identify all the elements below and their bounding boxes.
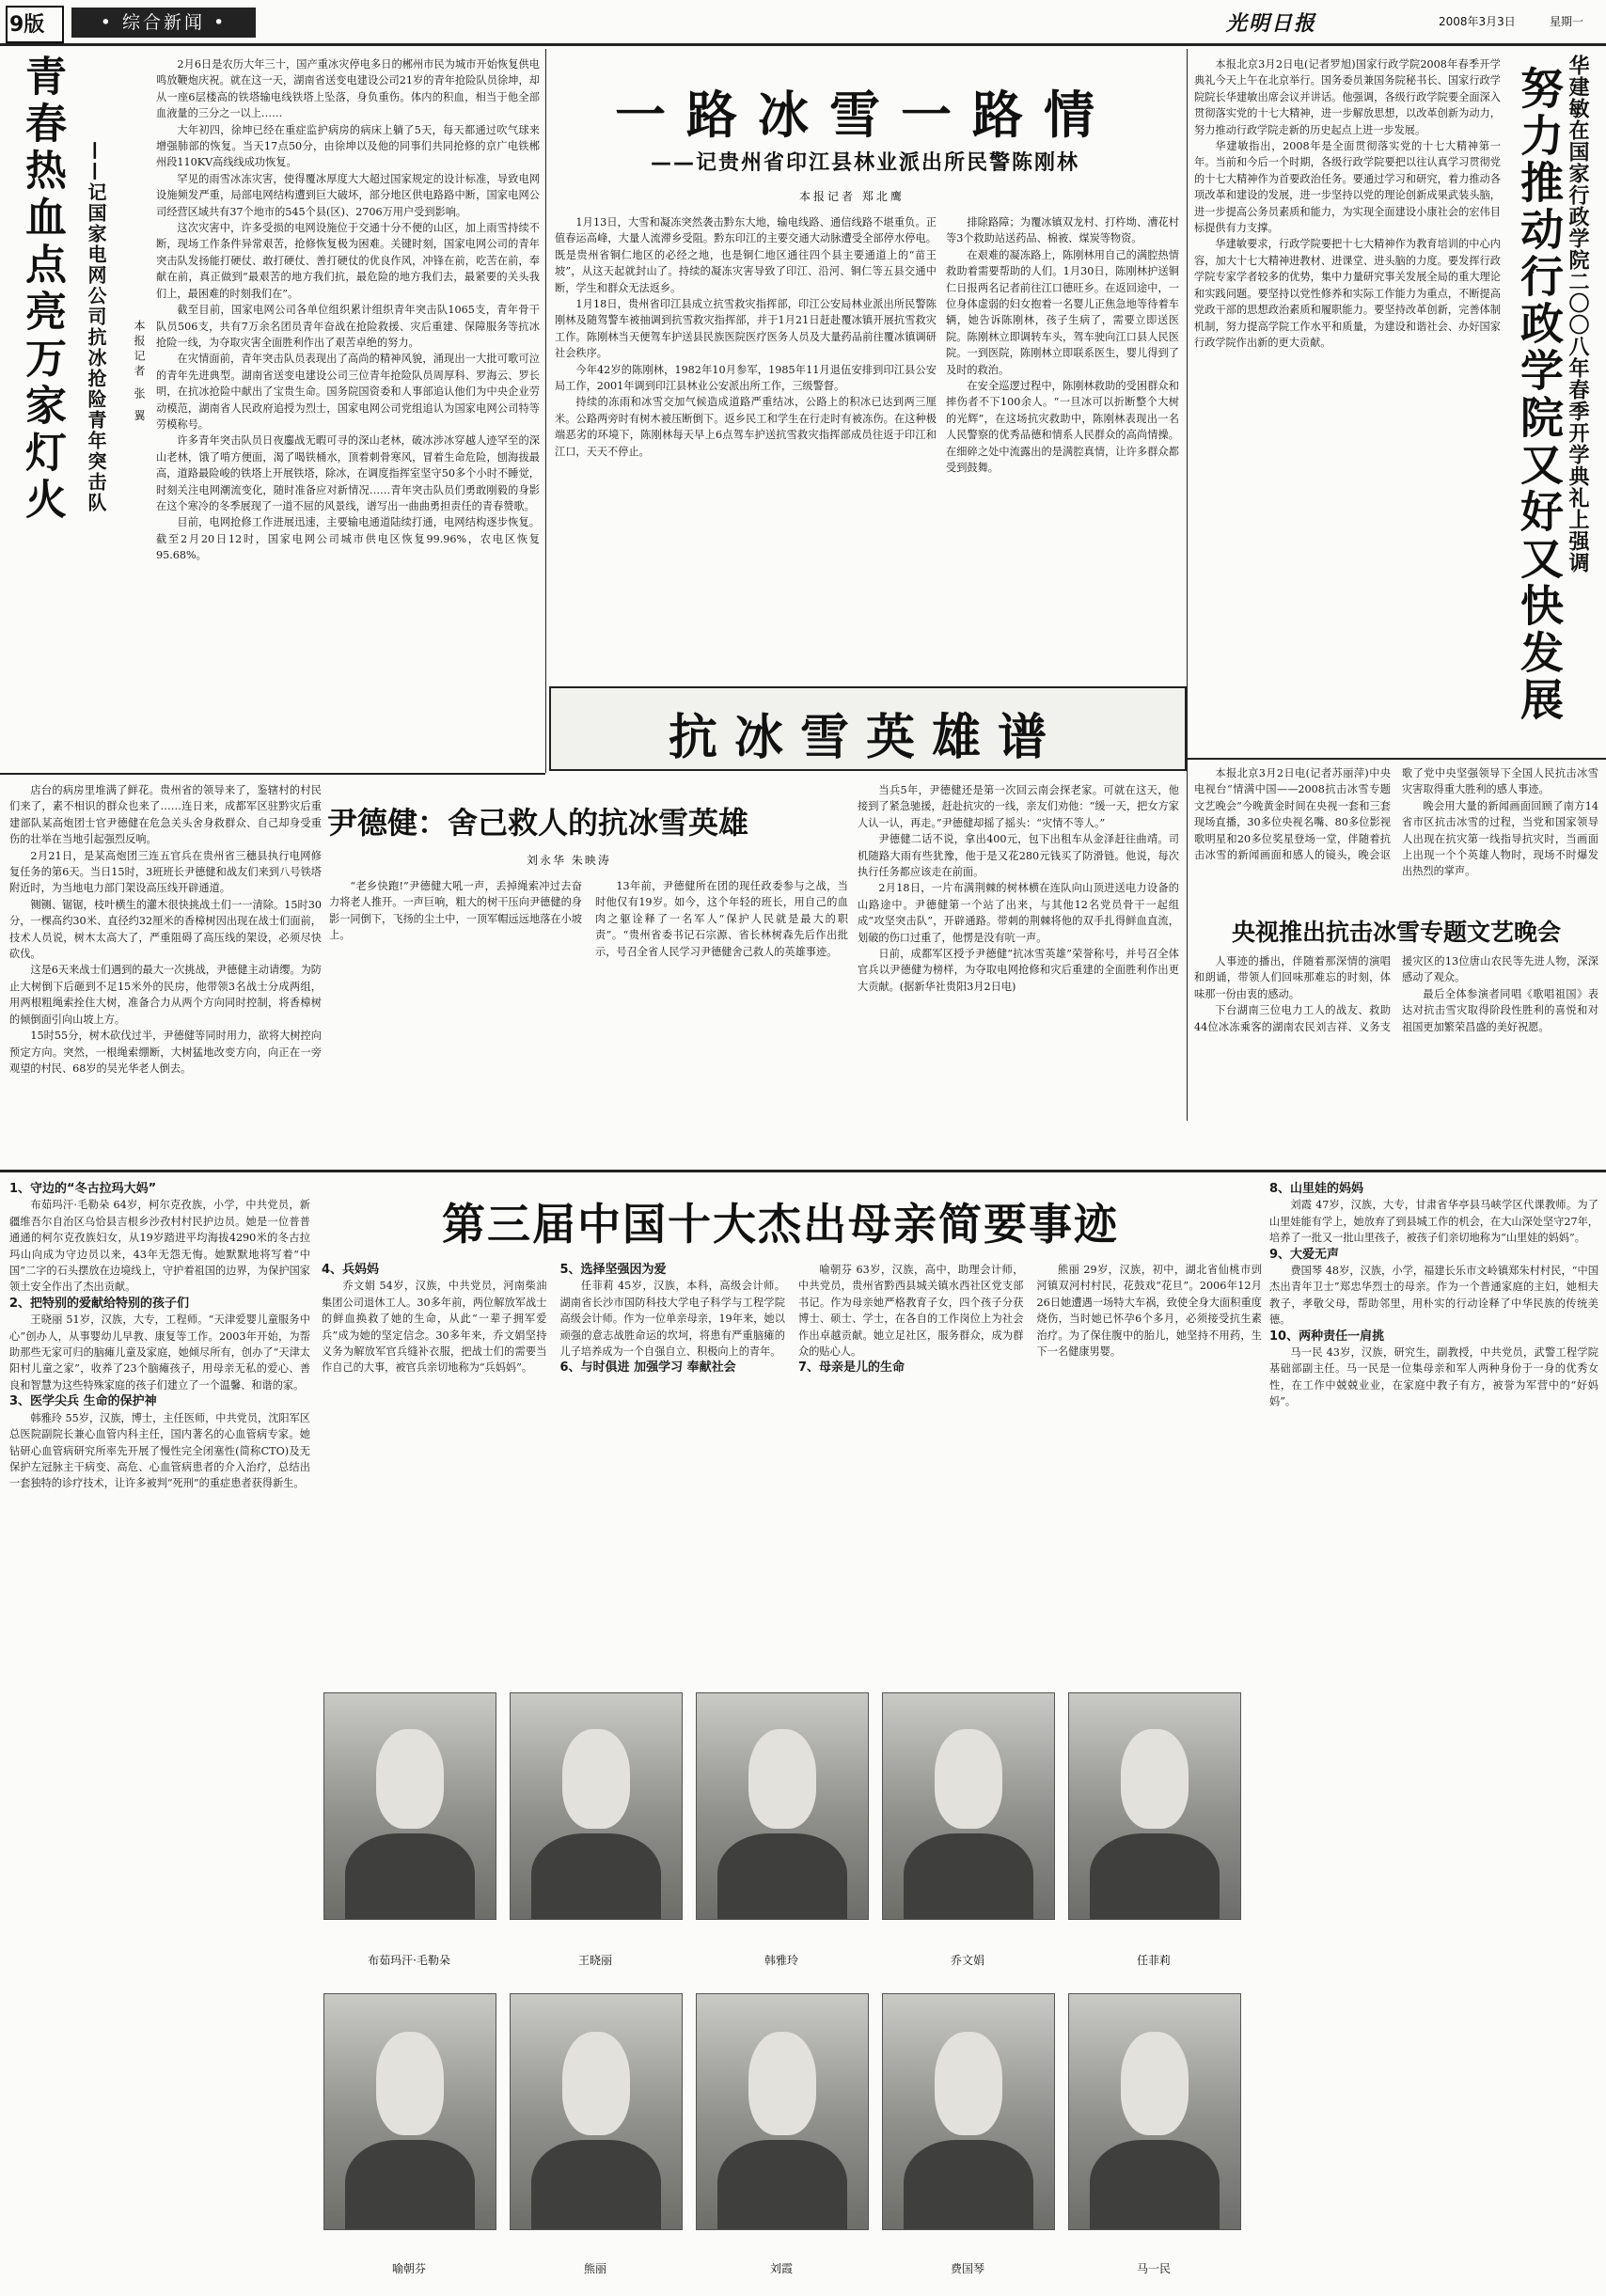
mothers-col-center [322, 1262, 1262, 1685]
portrait-photo [510, 1993, 683, 2230]
hero-story-paragraph: 店台的病房里堆满了鲜花。贵州省的领导来了，鉴辖村的村民们来了，素不相识的群众也来了……连日来，成都军区驻黔灾后重建部队某高炮团士官尹德健在危急关头舍身救群众、自己却身受重伤的壮举在当地引起强烈反响。 [9, 784, 322, 846]
hero-story-paragraph: 13年前，尹德健所在团的现任政委参与之战，当时他仅有19岁。如今，这个年轻的班长，用自己的血肉之躯诠释了一名军人“保护人民就是最大的职责”。“贵州省委书记石宗源、省长林树森先后作出批示，号召全省人民学习尹德健舍己救人的英雄事迹。 [595, 880, 848, 958]
hero-story-paragraph: 当兵5年，尹德健还是第一次回云南会探老家。可就在这天，他接到了紧急驰援，赶赴抗灾的一线，亲友们劝他：“缓一天，把女方家人认一认，再走。”尹德健却摇了摇头：“灾情不等人。” [858, 784, 1179, 829]
mother-text: 布茹玛汗·毛勒朵 64岁，柯尔克孜族，小学，中共党员，新疆维吾尔自治区乌恰县吉根乡沙孜村村民护边员。她是一位普普通通的柯尔克孜族妇女，从19岁踏进平均海拔4290米的冬古拉玛山向成为守边员以来，43年无怨无悔。她默默地将写着“中国”二字的石头摆放在边境线上，守护着祖国的边界，为保护国家领土安全作出了杰出贡献。 [9, 1199, 310, 1294]
portrait-photo [696, 1692, 869, 1920]
left-story-paragraph: 这次灾害中，许多受损的电网设施位于交通十分不便的山区，加上雨雪持续不断，现场工作条件异常艰苦，抢修恢复极为困难。关键时刻，国家电网公司的青年突击队发扬能打硬仗、敢打硬仗、善打硬仗的优良作风，冲锋在前，吃苦在前，奉献在前，真正做到“最艰苦的地方我们抗，最危险的地方我们去，最紧要的关头我们上，最困难的时刻我们在”。 [156, 222, 540, 300]
hero-story-paragraph: 15时55分，树木砍伐过半，尹德健等同时用力，欲将大树控向预定方向。突然，一根绳索绷断，大树猛地改变方向，向正在一旁观望的村民、68岁的吴光华老人倒去。 [9, 1030, 322, 1075]
left-story-paragraph: 许多青年突击队员日夜鏖战无暇可寻的深山老林，破冰涉冰穿越人迹罕至的深山老林，饿了啃方便面，渴了喝铁桶水，顶着刺骨寒风，冒着生命危险，刨海拔最高，道路最险峻的铁塔上开展铁塔，除冰，在调度指挥室坚守50多个小时不睡觉，时刻关注电网潮流变化，随时准备应对新情况……青年突击队员们勇敢刚毅的身影在这个寒冷的冬季展现了一道不屈的风景线，谱写出一曲曲勇担责任的青春赞歌。 [156, 434, 540, 512]
center-story-paragraph: 1月18日，贵州省印江县成立抗雪救灾指挥部，印江公安局林业派出所民警陈刚林及随驾警车被抽调到抗雪救灾指挥部，并于1月21日赶赴覆冰镇开展抗雪救灾工作。陈刚林当天便驾车护送县民族医院医疗医务人员及大量药品前往覆冰镇调研社会秩序。 [555, 298, 937, 360]
center-story-paragraph: 今年42岁的陈刚林，1982年10月参军，1985年11月退伍安排到印江县公安局工作，2001年调到印江县林业公安派出所工作，三级警督。 [555, 363, 937, 393]
hero-story-paragraph: 2月18日，一片布满荆棘的树林横在连队向山顶进送电力设备的山路途中。尹德健第一个站了出来，与其他12名党员骨干一起组成“攻坚突击队”，开辟通路。带刺的荆棘将他的双手扎得鲜血直流，划破的伤口过重了，他愣是没有吭一声。 [858, 882, 1179, 944]
paper-logo: 光明日报 [1226, 11, 1317, 36]
left-story-paragraph: 罕见的雨雪冰冻灾害，使得覆冰厚度大大超过国家规定的设计标准，导致电网设施频发严重，局部电网结构遭到巨大破坏，部分地区供电路路中断，国家电网公司经营区域共有37个地市的545个县(区)、2706万用户受到影响。 [156, 172, 540, 218]
portrait-photo [510, 1692, 683, 1920]
portrait-photo [1068, 1692, 1241, 1920]
section-rule [0, 1170, 1606, 1172]
mother-text: 乔文娟 54岁，汉族，中共党员，河南柴油集团公司退休工人。30多年前，两位解放军战士的鲜血换救了她的生命，从此“一辈子拥军爱兵”成为她的坚定信念。30多年来，乔文娟坚持义务为解放军官兵缝补衣服，把战士们的需要当作自己的大事，被官兵亲切地称为“兵妈妈”。 [322, 1280, 547, 1375]
portrait-photo [1068, 1993, 1241, 2230]
issue-date: 2008年3月3日 [1439, 15, 1516, 28]
mother-heading: 5、选择坚强因为爱 [559, 1263, 667, 1277]
mother-heading: 8、山里娃的妈妈 [1269, 1182, 1364, 1196]
right-mid-paragraph: 下台湖南三位电力工人的战友、救助44位冰冻乘客的湖南农民刘吉祥、义务支援灾区的13位唐山农民等先进人物，深深感动了观众。 [1194, 955, 1598, 1033]
right-mid-body-a [1194, 765, 1598, 906]
left-story-paragraph: 在灾情面前，青年突击队员表现出了高尚的精神风貌，涌现出一大批可歌可泣的青年先进典型。湖南省送变电建设公司三位青年抢险队员周厚科、罗海云、罗长明，在抗冰抢险中献出了宝贵生命。国务院国资委和人事部追认他们为中央企业劳动模范，湖南省人民政府追授为烈士，国家电网公司党组追认为国家电网公司特等劳模称号。 [156, 353, 540, 431]
mother-heading: 4、兵妈妈 [322, 1263, 380, 1277]
hero-story-paragraph: 2月21日，是某高炮团三连五官兵在贵州省三穗县执行电网修复任务的第6天。当日15时，3班班长尹德健和战友们来到八号铁塔附近时，为当地电力部门架设高压线开辟通道。 [9, 849, 322, 895]
right-story-body [1194, 56, 1501, 771]
hero-story-paragraph: “老乡快跑!”尹德健大吼一声，丢掉绳索冲过去奋力将老人推开。一声巨响，粗大的树干压向尹德健的身影一同倒下，飞扬的尘土中，一顶军帽远远地落在小坡上。 [329, 880, 582, 942]
mother-heading: 1、守边的“冬古拉玛大妈” [9, 1182, 157, 1196]
right-mid-paragraph: 本报北京3月2日电(记者苏丽萍)中央电视台“情满中国——2008抗击冰雪专题文艺晚会”今晚黄金时间在央视一套和三套现场直播，30多位央视名嘴、80多位影视歌明星和20多位奖星登场一堂，伴随着抗击冰雪的新闻画面和感人的镜头，晚会讴歌了党中央坚强领导下全国人民抗击冰雪灾害取得重大胜利的感人事迹。 [1194, 767, 1598, 862]
photo-caption: 王晓丽 [577, 1954, 612, 1967]
hero-story-paragraph: 这是6天来战士们遇到的最大一次挑战，尹德健主动请缨。为防止大树倒下后砸到不足15米外的民房，他带领3名战士分成两组，用两根粗绳索拴住大树，准备合力从两个方向同时控制，将香樟树的倾倒面引向山坡上方。 [9, 964, 322, 1026]
center-story-title: 一路冰雪一路情 [615, 86, 1115, 145]
center-story-subtitle: ——记贵州省印江县林业派出所民警陈刚林 [650, 151, 1079, 175]
column-divider [545, 49, 546, 773]
center-story-byline: 本报记者 郑北鹰 [799, 190, 905, 203]
right-story-paragraph: 华建敏指出，2008年是全面贯彻落实党的十七大精神第一年。当前和今后一个时期，各级行政学院要把以往认真学习贯彻党的十七大精神作为首要政治任务。要通过学习和研究，着力推动各项改革和建设的发展，进一步坚持以党的理论创新成果武装头脑，进一步提高公务员素质和能力，为实现全面建设小康社会的宏伟目标提供有力支撑。 [1194, 140, 1501, 235]
section-label: • 综合新闻 • [71, 8, 256, 38]
right-story-paragraph: 华建敏要求，行政学院要把十七大精神作为教育培训的中心内容，加大十七大精神进教材、进课堂、进头脑的力度。要发挥行政学院专家学者较多的优势，集中力量研究事关发展全局的重大理论和实践问题。要坚持以党性修养和实际工作能力为重点，不断提高党政干部的思想政治素质和履职能力。要坚持改革创新，完善体制机制，努力提高学院工作水平和质量，为建设和谐社会、办好国家行政学院作出新的更大贡献。 [1194, 238, 1501, 349]
photo-caption: 韩雅玲 [764, 1954, 798, 1967]
left-story-byline: 本报记者 张 翼 [133, 320, 146, 425]
mother-text: 喻朝芬 63岁，汉族，高中，助理会计师，中共党员，贵州省黔西县城关镇水西社区党支部书记。作为母亲她严格教育子女，四个孩子分获博士、硕士、学士，在各自的工作岗位上为社会作出卓越贡献。她立足社区，服务群众，成为群众的贴心人。 [798, 1264, 1024, 1359]
center-story-paragraph: 排除路障；为覆冰镇双龙村、打杵坳、漕花村等3个救助站送药品、棉被、煤炭等物资。 [946, 216, 1179, 245]
mother-text: 费国琴 48岁，汉族，小学，福建长乐市文岭镇郑朱村村民，“中国杰出青年卫士”郑忠华烈士的母亲。作为一个普通家庭的主妇，她相夫教子，孝敬父母，帮助邻里，用朴实的行动诠释了中华民族的传统美德。 [1269, 1265, 1598, 1327]
photo-caption: 喻朝芬 [391, 2262, 426, 2275]
center-story-body-b [946, 214, 1179, 703]
mothers-col-right [1269, 1181, 1598, 2290]
mother-text: 刘霞 47岁，汉族，大专，甘肃省华亭县马峡学区代课教师。为了山里娃能有学上，她放弃了到县城工作的机会，在大山深处坚守27年，培养了一批又一批山里孩子，被孩子们亲切地称为“山里娃的妈妈”。 [1269, 1199, 1598, 1245]
column-divider [1187, 49, 1188, 1121]
photo-caption: 马一民 [1136, 2262, 1171, 2275]
banner-title: 抗冰雪英雄谱 [668, 710, 1063, 766]
right-mid-paragraph: 最后全体参演者同唱《歌唱祖国》表达对抗击雪灾取得阶段性胜利的喜悦和对祖国更加繁荣昌盛的美好祝愿。 [1402, 987, 1598, 1033]
center-story-paragraph: 持续的冻雨和冰雪交加气候造成道路严重结冰，公路上的积冰已达到两三厘米。公路两旁时有树木被压断倒下。返乡民工和学生在行走时有被冻伤。在这种极端恶劣的环境下，陈刚林每天早上6点驾车护送抗雪救灾指挥部成员往返于印江和江口，天天不停止。 [555, 396, 937, 458]
right-mid-paragraph: 晚会用大量的新闻画面回顾了南方14省市区抗击冰雪的过程，当党和国家领导人出现在抗灾第一线指导抗灾时，当画面上出现一个个英雄人物时，现场不时爆发出热烈的掌声。 [1402, 799, 1598, 878]
photo-caption: 刘霞 [769, 2262, 793, 2275]
mothers-col-left [9, 1181, 310, 2290]
portrait-photo [323, 1692, 496, 1920]
mother-heading: 6、与时俱进 加强学习 奉献社会 [559, 1360, 736, 1376]
issue-weekday: 星期一 [1550, 15, 1584, 28]
mother-heading: 3、医学尖兵 生命的保护神 [9, 1394, 157, 1409]
section-rule [1187, 758, 1606, 760]
hero-story-paragraph: 铡铡、锯锯，枝叶横生的灌木很快挑战土们一一清除。15时30分，一棵高约30米、直径约32厘米的香樟树因出现在战士们面前，技术人员说，树木太高大了，严重阻碍了高压线的架设，必须尽快砍伐。 [9, 898, 322, 961]
hero-story-body-right [858, 782, 1179, 1158]
mother-text: 王晓丽 51岁，汉族，大专，工程师。“天津爱婴儿童服务中心”创办人，从事婴幼儿早教、康复等工作。2003年开始，为帮助那些无家可归的脑瘫儿童及家庭，她倾尽所有，创办了“天津太阳村儿童之家”，收养了23个脑瘫孩子，用母亲无私的爱心、善良和智慧为这些特殊家庭的孩子们建立了一个温馨、和谐的家。 [9, 1313, 310, 1392]
photo-caption: 任菲莉 [1136, 1954, 1171, 1967]
mother-heading: 2、把特别的爱献给特别的孩子们 [9, 1296, 190, 1311]
portrait-photo [323, 1993, 496, 2230]
left-story-paragraph: 大年初四，徐坤已经在重症监护病房的病床上躺了5天，每天都通过吹气球来增强肺部的恢复。当天17点50分，由徐坤以及他的同事们共同抢修的京广电铁郴州段110KV高线线成功恢复。 [156, 123, 540, 169]
hero-story-byline: 刘永华 朱映涛 [527, 854, 611, 867]
right-mid-paragraph: 人事迹的播出，伴随着那深情的演唱和朗诵，带领人们回味那难忘的时刻，体味那一份由衷的感动。 [1194, 955, 1391, 1000]
left-story-paragraph: 2月6日是农历大年三十，国产重冰灾停电多日的郴州市民为城市开始恢复供电鸣放鞭炮庆祝。就在这一天，湖南省送变电建设公司21岁的青年抢险队员徐坤，却从一座6层楼高的铁塔输电线铁塔上坠落，身负重伤。体内的积血，相当于他全部血液量的三分之一以上…… [156, 58, 540, 120]
photo-caption: 熊丽 [583, 2262, 606, 2275]
center-story-paragraph: 在艰难的凝冻路上，陈刚林用自己的满腔热情救助着需要帮助的人们。1月30日，陈刚林护送铜仁日报两名记者前往江口德旺乡。在返回途中，一位身体虚弱的妇女抱着一名婴儿正焦急地等待着车辆，她告诉陈刚林，孩子生病了，需要立即送医院。陈刚林立即调转车头，驾车驶向江口县人民医院。一到医院，陈刚林立即联系医生，婴儿得到了及时的救治。 [946, 248, 1179, 376]
mother-text: 任菲莉 45岁，汉族，本科，高级会计师。湖南省长沙市国防科技大学电子科学与工程学院高级会计师。作为一位单亲母亲，19年来，她以顽强的意志战胜命运的坎坷，将患有严重脑瘫的儿子培养成为一个自强自立、积极向上的青年。 [559, 1280, 785, 1359]
mother-heading: 7、母亲是儿的生命 [798, 1360, 905, 1376]
page-number: 9版 [9, 13, 45, 37]
left-story-body [156, 56, 540, 771]
portrait-photo [882, 1993, 1055, 2230]
left-story-paragraph: 截至目前，国家电网公司各单位组织累计组织青年突击队1065支，青年骨干队员506支，共有7万余名团员青年奋战在抢险救援、灾后重建、保障服务等抗冰抢险一线，为夺取灾害全面胜利作出了艰苦卓绝的努力。 [156, 304, 540, 349]
left-story-paragraph: 目前，电网抢修工作进展迅速，主要输电通道陆续打通，电网结构逐步恢复。截至2月20日12时，国家电网公司城市供电区恢复99.96%，农电区恢复95.68%。 [156, 516, 540, 562]
masthead-rule [0, 43, 1606, 46]
mother-text: 马一民 43岁，汉族，研究生，副教授，中共党员，武警工程学院基础部副主任。马一民是一位集母亲和军人两种身份于一身的优秀女性，在工作中兢兢业业，在家庭中教子有方，被誉为军营中的“好妈妈”。 [1269, 1346, 1598, 1408]
mother-text: 熊丽 29岁，汉族，初中，湖北省仙桃市剅河镇双河村村民，花鼓戏“花旦”。2006年12月26日她遭遇一场特大车祸，致使全身大面积重度烧伤，当时她已怀孕6个多月，必须接受抗生素治疗。为了保住腹中的胎儿，她坚持不用药，生下一名健康男婴。 [1036, 1264, 1262, 1359]
hero-story-paragraph: 尹德健二话不说，拿出400元，包下出租车从金泽赶往曲靖。司机随路大雨有些犹豫，他于是又花280元钱买了防滑链。他说，每次执行任务都应该走在前面。 [858, 833, 1179, 879]
center-story-body-a [555, 214, 937, 703]
right-story-paragraph: 本报北京3月2日电(记者罗旭)国家行政学院2008年春季开学典礼今天上午在北京举行。国务委员兼国务院秘书长、国家行政学院院长华建敏出席会议并讲话。他强调，各级行政学院要全面深入贯彻落实党的十七大精神，进一步解放思想，以改革创新为动力，努力推动行政学院走新的历史起点上进一步发展。 [1194, 58, 1501, 136]
left-story-subtitle: ——记国家电网公司抗冰抢险青年突击队 [85, 141, 107, 513]
mother-heading: 9、大爱无声 [1269, 1247, 1340, 1262]
center-story-paragraph: 1月13日，大雪和凝冻突然袭击黔东大地，输电线路、通信线路不堪重负。正值春运高峰，大量人流滞乡受阻。黔东印江的主要交通大动脉遭受全部停水停电。既是贵州省铜仁地区的必经之地，也是铜仁地区通往四个县主要通道上的“苗王坡”，从这天起就封山了。持续的凝冻灾害导致了印江、沿河、铜仁等五县交通中断，学生和群众无法返乡。 [555, 216, 937, 294]
right-story-kicker: 华建敏在国家行政学院二〇〇八年春季开学典礼上强调 [1566, 55, 1589, 574]
photo-caption: 费国琴 [950, 2262, 984, 2275]
left-story-title: 青春热血点亮万家灯火 [18, 55, 66, 525]
hero-story-body-left [9, 782, 322, 1158]
mother-text: 韩雅玲 55岁，汉族，博士，主任医师，中共党员，沈阳军区总医院副院长兼心血管内科主任，国内著名的心血管病专家。她钻研心血管病研究所率先开展了慢性完全闭塞性(简称CTO)及无保护左冠脉主干病变、高危、心血管病患者的介入治疗，总结出一套独特的诊疗技术，让许多被判“死刑”的重症患者获得新生。 [9, 1411, 310, 1490]
hero-story-paragraph: 日前，成都军区授予尹德健“抗冰雪英雄”荣誉称号，并号召全体官兵以尹德健为榜样，为夺取电网抢修和灾后重建的全面胜利作出更大贡献。(据新华社贵阳3月2日电) [858, 948, 1179, 993]
portrait-photo [882, 1692, 1055, 1920]
center-story-paragraph: 在安全巡逻过程中，陈刚林救助的受困群众和摔伤者不下100余人。“一旦冰可以折断整个大树的光辉”，在这场抗灾救助中，陈刚林表现出一名人民警察的优秀品德和情系人民群众的高尚情操。在细碎之处中流露出的是满腔真情，让许多群众都受到鼓舞。 [946, 380, 1179, 475]
photo-caption: 布茹玛汗·毛勒朵 [368, 1954, 450, 1967]
section-rule [0, 773, 545, 775]
right-mid-title: 央视推出抗击冰雪专题文艺晚会 [1231, 919, 1561, 946]
mother-heading: 10、两种责任一肩挑 [1269, 1329, 1385, 1344]
hero-story-body-mid [329, 878, 848, 1160]
mothers-title: 第三届中国十大杰出母亲简要事迹 [442, 1199, 1119, 1250]
photo-caption: 乔文娟 [950, 1954, 984, 1967]
right-mid-body-b [1194, 953, 1598, 1119]
hero-story-title: 尹德健：舍己救人的抗冰雪英雄 [327, 805, 749, 841]
portrait-photo [696, 1993, 869, 2230]
right-story-headline: 努力推动行政学院又好又快发展 [1514, 66, 1565, 724]
